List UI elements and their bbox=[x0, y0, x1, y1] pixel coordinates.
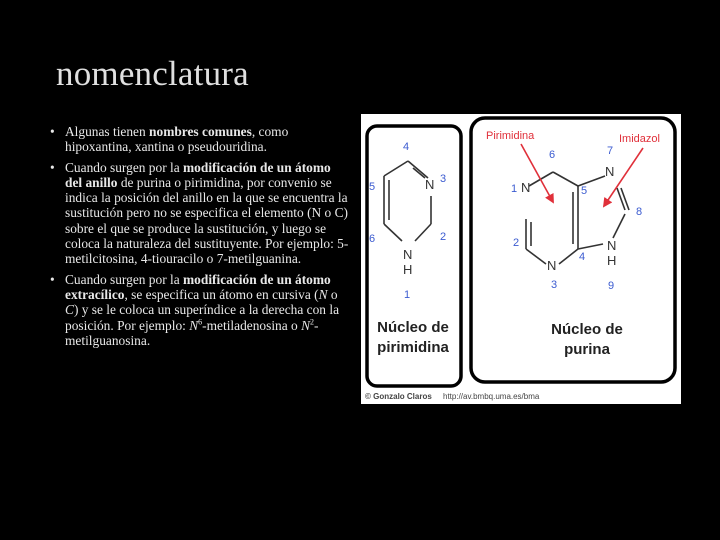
purine-position-3: 3 bbox=[551, 279, 558, 291]
pyrimidine-position-6: 6 bbox=[369, 233, 376, 245]
nucleus-diagram bbox=[361, 114, 681, 404]
bullet-text: , se especifica un átomo en cursiva ( bbox=[124, 286, 319, 302]
superscript: 2 bbox=[310, 317, 315, 327]
purine-position-2: 2 bbox=[513, 237, 520, 249]
pyrimidine-caption-1: Núcleo de bbox=[377, 319, 449, 336]
bullet-text: o bbox=[327, 286, 338, 302]
purine-position-8: 8 bbox=[636, 206, 643, 218]
bullet-item bbox=[48, 124, 350, 155]
pyrimidine-n1: N bbox=[403, 247, 413, 262]
credit-text: © Gonzalo Claros bbox=[365, 392, 432, 401]
italic-text: N bbox=[318, 286, 328, 302]
pyrimidine-position-3: 3 bbox=[440, 173, 447, 185]
pyrimidine-position-2: 2 bbox=[440, 231, 447, 243]
purine-position-7: 7 bbox=[607, 145, 614, 157]
purine-position-4: 4 bbox=[579, 251, 586, 263]
pyrimidine-position-5: 5 bbox=[369, 181, 376, 193]
pyrimidine-h: H bbox=[403, 262, 413, 277]
pyrimidine-position-4: 4 bbox=[403, 141, 410, 153]
bullet-text: Cuando surgen por la bbox=[65, 271, 184, 287]
bullet-item bbox=[48, 272, 350, 348]
slide-title: nomenclatura bbox=[56, 54, 249, 93]
bullet-text: ) y se le coloca un superíndice a la derecha con la posición. Por ejemplo: bbox=[65, 302, 340, 333]
bullet-item bbox=[48, 160, 350, 267]
purine-n3: N bbox=[547, 258, 557, 273]
italic-text: N bbox=[189, 317, 199, 333]
purine-position-1: 1 bbox=[511, 183, 518, 195]
bullet-list bbox=[48, 124, 350, 353]
bullet-text: -metiladenosina o bbox=[202, 317, 302, 333]
purine-h: H bbox=[607, 253, 617, 268]
purine-caption-2: purina bbox=[564, 341, 610, 358]
nucleus-figure bbox=[361, 114, 681, 404]
bullet-text: , como hipoxantina, xantina o pseudouridina. bbox=[65, 124, 289, 155]
pyrimidine-n3: N bbox=[425, 177, 435, 192]
pirimidina-label: Pirimidina bbox=[486, 130, 535, 142]
pyrimidine-position-1: 1 bbox=[404, 289, 411, 301]
purine-position-6: 6 bbox=[549, 149, 556, 161]
bullet-text: Algunas tienen bbox=[65, 124, 150, 139]
purine-n1: N bbox=[521, 180, 531, 195]
bullet-bold-text: nombres comunes bbox=[149, 124, 252, 139]
italic-text: C bbox=[65, 302, 74, 318]
superscript: 6 bbox=[198, 317, 203, 327]
bullet-bold-text: modificación de un átomo extracílico bbox=[65, 271, 331, 302]
italic-text: N bbox=[301, 317, 311, 333]
bullet-text: Cuando surgen por la bbox=[65, 159, 184, 175]
pyrimidine-caption-2: pirimidina bbox=[377, 339, 449, 356]
purine-panel bbox=[471, 118, 675, 382]
imidazol-label: Imidazol bbox=[619, 133, 660, 145]
bullet-text: -metilguanosina. bbox=[65, 317, 319, 348]
pyrimidine-panel bbox=[367, 126, 461, 386]
purine-n7: N bbox=[605, 164, 615, 179]
source-url: http://av.bmbq.uma.es/bma bbox=[443, 392, 540, 401]
purine-caption-1: Núcleo de bbox=[551, 321, 623, 338]
purine-position-9: 9 bbox=[608, 280, 615, 292]
purine-n9: N bbox=[607, 238, 617, 253]
bullet-text: de purina o pirimidina, por convenio se indica la posición del anillo en la que se encuentra la sustitución pero no se especifica el elemento (N o C) sobre el que se produce la sustitución, y luego se coloca la naturaleza del sustituyente. Por ejemplo: 5-metilcitosina, 4-tiouracilo o 7-metilguanina. bbox=[65, 174, 349, 267]
bullet-bold-text: modificación de un átomo del anillo bbox=[65, 159, 331, 190]
purine-position-5: 5 bbox=[581, 185, 588, 197]
